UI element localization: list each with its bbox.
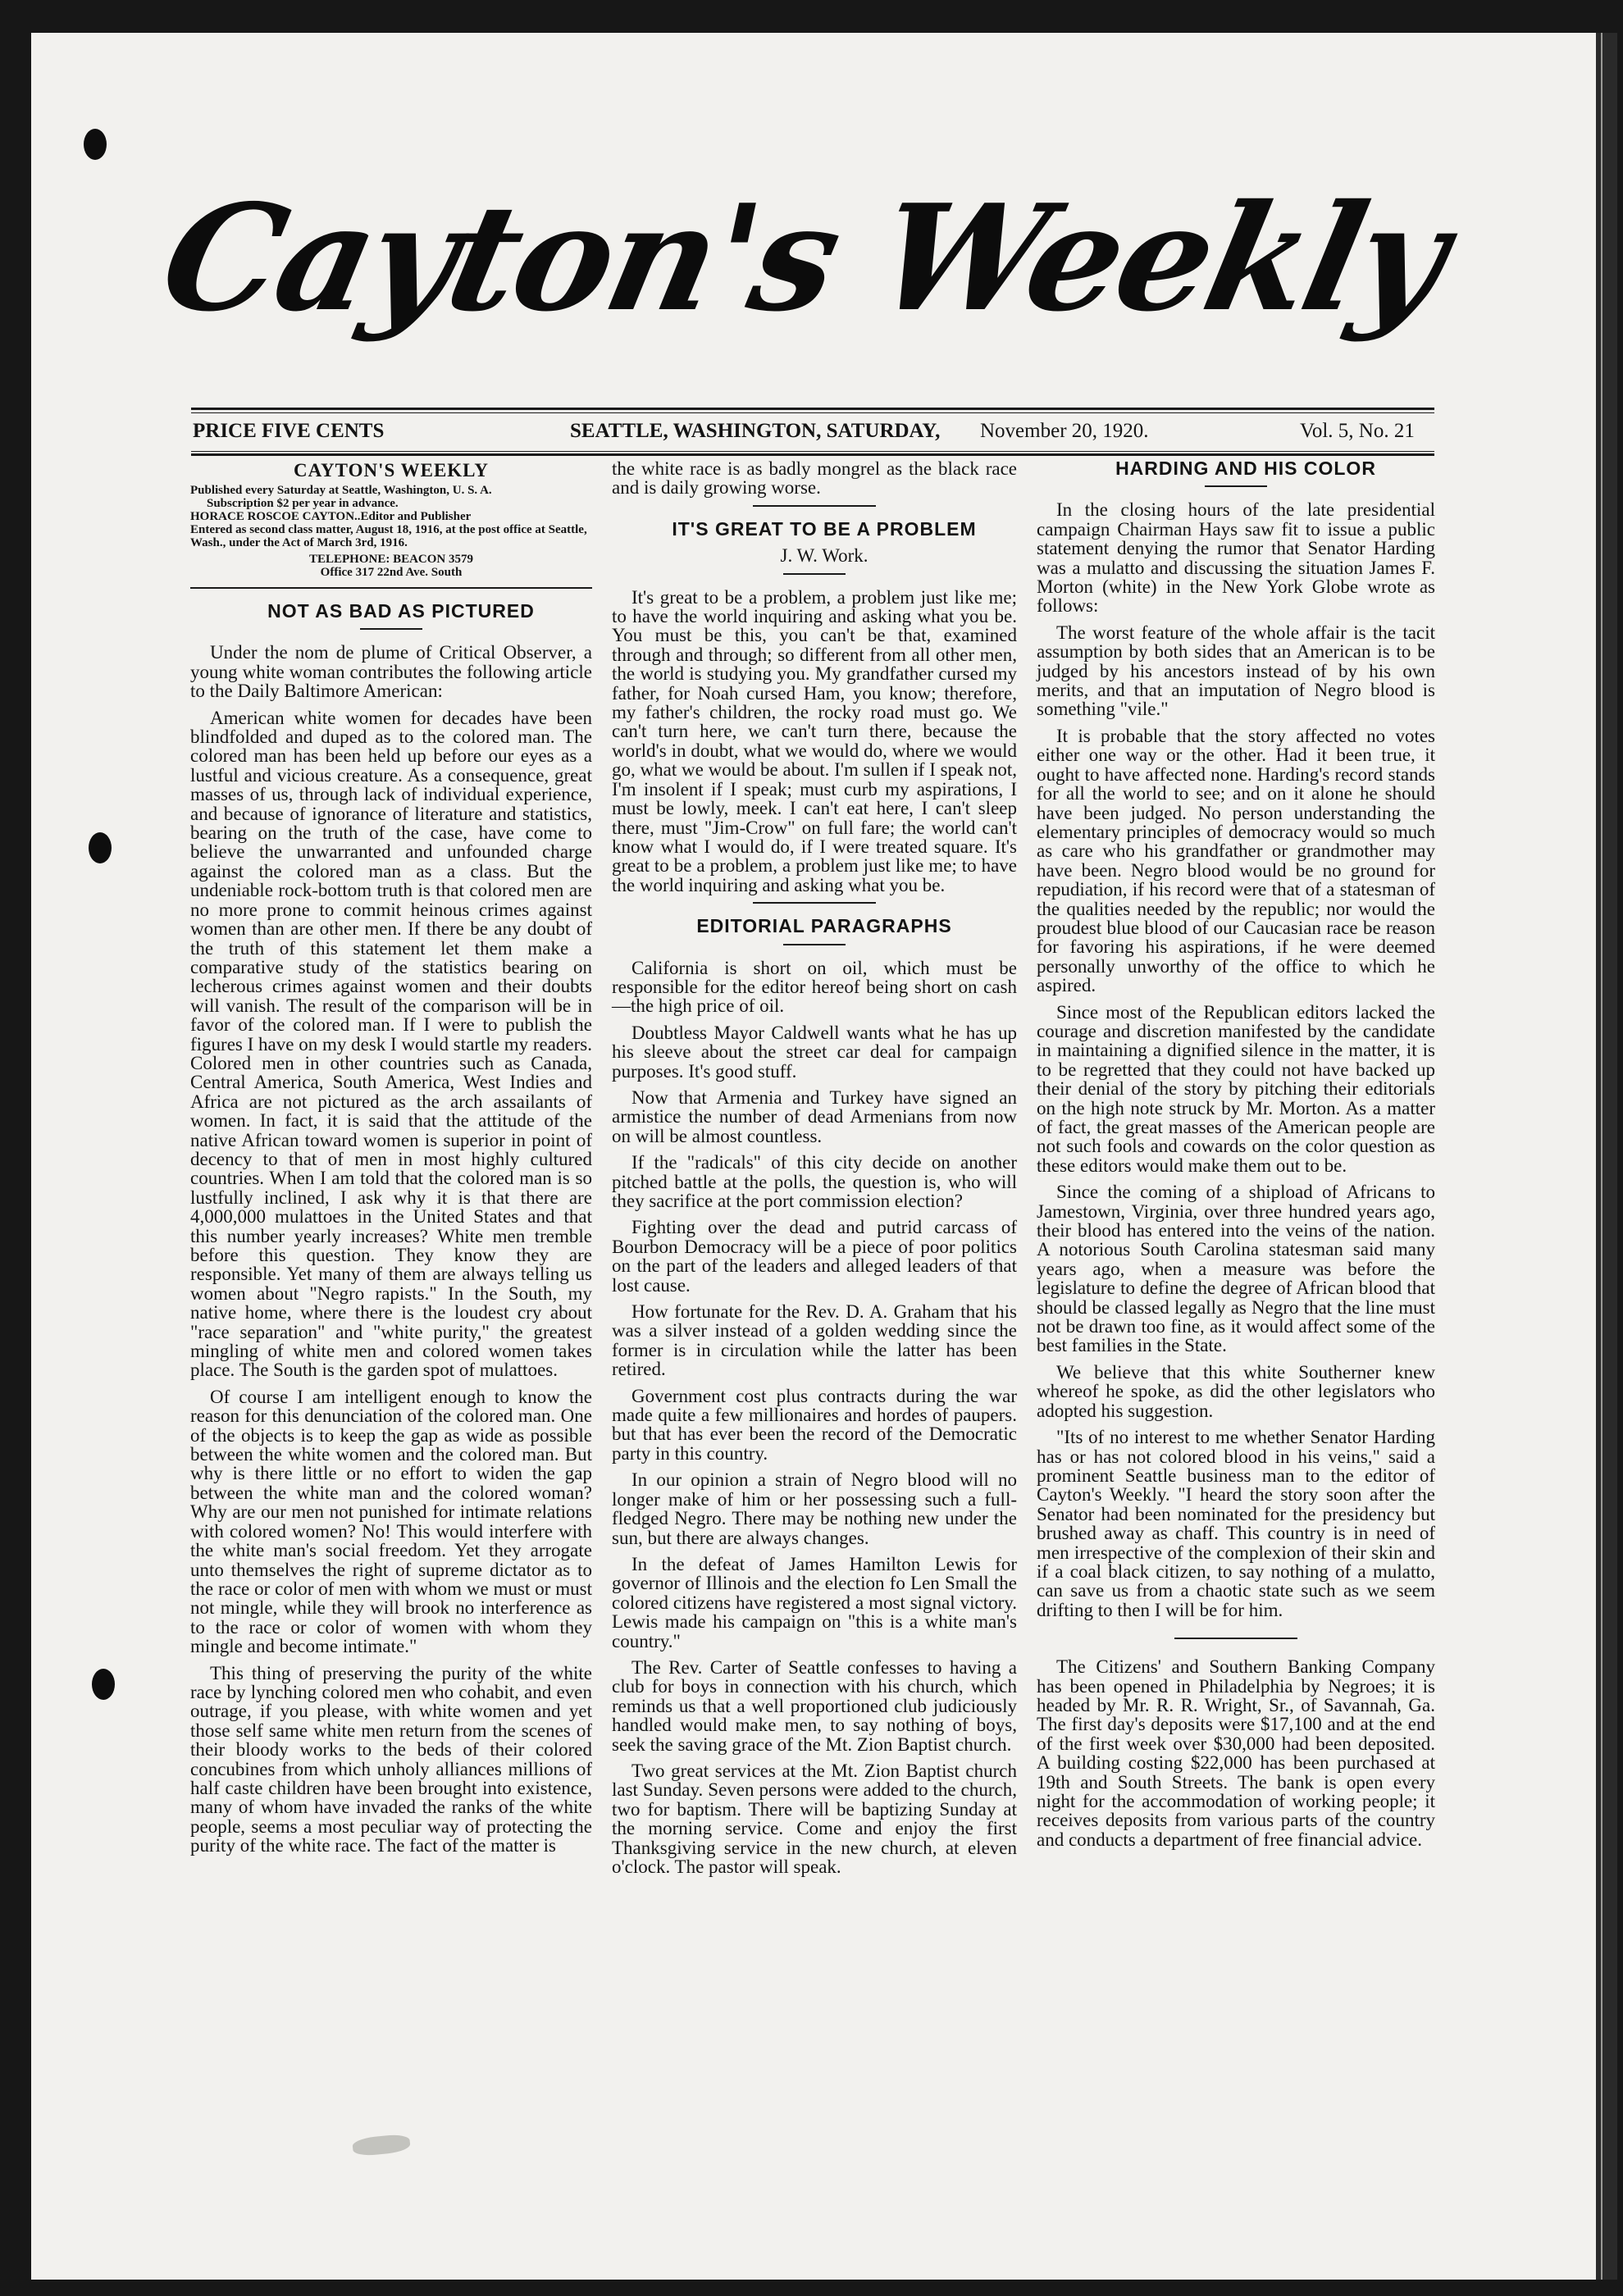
article-byline: J. W. Work.: [780, 545, 868, 567]
article-paragraph: "Its of no interest to me whether Senator Harding has or has not colored blood in his veins," said a prominent Seattle business man to the editor of Cayton's Weekly. "I heard the story soon after the Senator had been nominated for the presidency but brushed away as chaff. This country is in need of men irrespective of the complexion of their skin and if a coal black citizen, to say nothing of a mulatto, can save us from a chaotic state such as we seem drifting to then I will be for him.: [1037, 1427, 1435, 1620]
box-telephone: TELEPHONE: BEACON 3579: [308, 553, 474, 566]
section-rule: [753, 505, 876, 507]
section-rule: [1174, 1638, 1297, 1639]
article-continuation: the white race is as badly mongrel as the black race and is daily growing worse.: [612, 458, 1017, 499]
editorial-paragraph: In the defeat of James Hamilton Lewis for governor of Illinois and the election fo Len Small the colored citizens have registered a most signal victory. Lewis made his campaign on "this is a white man's country.": [612, 1553, 1017, 1651]
article-title-harding: HARDING AND HIS COLOR: [1115, 458, 1376, 479]
editorial-paragraph: California is short on oil, which must be responsible for the editor hereof being short on cash—the high price of oil.: [612, 957, 1017, 1017]
title-rule: [783, 573, 846, 575]
title-rule: [1205, 485, 1267, 487]
price-label: PRICE FIVE CENTS: [193, 420, 385, 442]
box-office: Office 317 22nd Ave. South: [320, 566, 463, 579]
title-rule: [360, 628, 422, 630]
editorial-paragraph: Two great services at the Mt. Zion Baptist church last Sunday. Seven persons were added to the church, two for baptism. There will be baptizing Sunday at the morning service. Come and enjoy the first Thanksgiving service in the new church, at eleven o'clock. The pastor will speak.: [612, 1760, 1017, 1877]
masthead-rule-top: [191, 408, 1434, 410]
box-subscription: Subscription $2 per year in advance.: [207, 497, 399, 510]
article-paragraph: It is probable that the story affected no votes either one way or the other. Had it been true, it ought to have affected none. Harding's record stands for all the world to see; and on it alone he should have been judged. No person understanding the elementary principles of democracy would so much as care who his grandfather or grandmother may have been. Negro blood would be no ground for repudiation, if his record were that of a statesman of the qualities needed by the republic; nor would the proudest blue blood of our Caucasian race be reason for favoring his aspirations, if he were deemed personally unworthy of the office to which he aspired.: [1037, 725, 1435, 996]
article-paragraph: Of course I am intelligent enough to know the reason for this denunciation of the colored man. One of the objects is to keep the gap as wide as possible between the white women and the colored man. But why is there little or no effort to widen the gap between the white man and the colored woman? Why are our men not punished for intimate relations with colored women? No! This would interfere with the white man's social freedom. Yet they arrogate unto themselves the right of supreme dictator as to the race or color of men with whom we must or must not mingle, while they will brook no interference as to the race or color of women with whom they mingle and become intimate.": [190, 1386, 592, 1657]
section-rule: [753, 902, 876, 904]
article-paragraph: Since most of the Republican editors lacked the courage and discretion manifested by the candidate in maintaining a dignified silence in the matter, it is to be regretted that they could not have backed up their denial of the story by pitching their editorials on the high note struck by Mr. Morton. As a matter of fact, the great masses of the American people are not such fools and cowards on the color question as these editors would make them out to be.: [1037, 1001, 1435, 1176]
publication-info-box: [190, 459, 592, 579]
poem-paragraph: It's great to be a problem, a problem just like me; to have the world inquiring and asking what you be. You must be this, you can't be that, examined through and through; so different from all other men, the world is studying you. My grandfather cursed my father, for Noah cursed Ham, you know; therefore, my father's children, the rocky road must go. We can't turn here, we can't turn there, because the world's in doubt, what we would do, where we would go, what we would be about. I'm sullen if I speak not, I'm insolent if I speak; must curb my aspirations, I must be lowly, meek. I can't eat here, I can't sleep there, must "Jim-Crow" on full fare; the world can't know what I would do, if I were treated square. It's great to be a problem, a problem just like me; to have the world inquiring and asking what you be.: [612, 586, 1017, 895]
editorial-paragraph: In our opinion a strain of Negro blood will no longer make of him or her possessing such a full-fledged Negro. There may be nothing new under the sun, but there are always changes.: [612, 1469, 1017, 1548]
editorial-paragraph: How fortunate for the Rev. D. A. Graham that his was a silver instead of a golden wedding since the former is in circulation while the latter has been retired.: [612, 1301, 1017, 1380]
article-paragraph: American white women for decades have been blindfolded and duped as to the colored man. The colored man has been held up before our eyes as a lustful and vicious creature. As a consequence, great masses of us, through lack of individual experience, and because of ignorance of literature and statistics, bearing on the truth of the case, have come to believe the unwarranted and unfounded charge against the colored man as a class. But the undeniable rock-bottom truth is that colored men are no more prone to commit heinous crimes against women than are other men. If there be any doubt of the truth of this statement let them make a comparative study of the statistics bearing on lecherous crimes against women and their doubts will vanish. The result of the comparison will be in favor of the colored man. If I were to publish the figures I have on my desk I would startle my readers. Colored men in other countries such as Canada, Central America, South America, West Indies and Africa are not pictured as the arch assailants of women. In fact, it is said that the attitude of the native African toward women is superior in point of decency to that of men in most highly cultured countries. When I am told that the colored man is so lustfully inclined, I ask why it is that there are 4,000,000 mulattoes in the United States and that this number yearly increases? White men tremble before this question. They know they are responsible. Yet many of them are always telling us women about "Negro rapists." In the South, my native home, where there is the loudest cry about "race separation" and "white purity," the greatest mingling of white men and colored women takes place. The South is the garden spot of mulattoes.: [190, 707, 592, 1381]
article-paragraph: We believe that this white Southerner knew whereof he spoke, as did the other legislators who adopted his suggestion.: [1037, 1361, 1435, 1421]
box-entry-notice: Entered as second class matter, August 18, 1916, at the post office at Seattle, Wash., under the Act of March 3rd, 1916.: [190, 523, 587, 549]
article-paragraph-bank: The Citizens' and Southern Banking Company has been opened in Philadelphia by Negroes; it is headed by Mr. R. R. Wright, Sr., of Savannah, Ga. The first day's deposits were $17,100 and at the end of the first week over $30,000 had been deposited. A building costing $22,000 has been purchased at 19th and South Streets. The bank is open every night for the accommodation of working people; it receives deposits from various parts of the country and conducts a department of free financial advice.: [1037, 1656, 1435, 1850]
dateline-rule-thin: [191, 451, 1434, 452]
editorial-paragraph: The Rev. Carter of Seattle confesses to having a club for boys in connection with his church, which reminds us that a well proportioned club judiciously handled would make men, to say nothing of boys, seek the saving grace of the Mt. Zion Baptist church.: [612, 1656, 1017, 1755]
editorial-paragraph: Doubtless Mayor Caldwell wants what he has up his sleeve about the street car deal for campaign purposes. It's good stuff.: [612, 1022, 1017, 1082]
box-editor: HORACE ROSCOE CAYTON..Editor and Publisher: [190, 510, 472, 523]
editorial-paragraph: Fighting over the dead and putrid carcass of Bourbon Democracy will be a piece of poor politics on the part of the leaders and alleged leaders of that lost cause.: [612, 1217, 1017, 1296]
article-paragraph: Since the coming of a shipload of Africans to Jamestown, Virginia, over three hundred years ago, their blood has entered into the veins of the nation. A notorious South Carolina statesman said many years ago, when a measure was before the legislature to define the degree of African blood that should be classed legally as Negro that the line must not be drawn too fine, as it would affect some of the best families in the State.: [1037, 1182, 1435, 1356]
column-2: [612, 459, 1017, 1884]
editorial-paragraph: Now that Armenia and Turkey have signed an armistice the number of dead Armenians from now on will be almost countless.: [612, 1086, 1017, 1146]
issue-date: November 20, 1920.: [980, 420, 1149, 442]
punch-hole-middle: [89, 832, 112, 863]
volume-number: Vol. 5, No. 21: [1300, 420, 1415, 442]
place-date: SEATTLE, WASHINGTON, SATURDAY,: [570, 420, 941, 442]
article-title-great-problem: IT'S GREAT TO BE A PROBLEM: [672, 517, 977, 540]
masthead-title: Cayton's Weekly: [148, 172, 1460, 344]
masthead-rule-top-thin: [191, 412, 1434, 413]
punch-hole-top: [84, 129, 107, 160]
title-rule: [783, 944, 846, 945]
article-title-editorial: EDITORIAL PARAGRAPHS: [696, 915, 952, 937]
column-1: [190, 459, 592, 1863]
column-rule: [190, 587, 592, 589]
editorial-paragraph: Government cost plus contracts during the war made quite a few millionaires and hordes of paupers. but that has ever been the record of the Democratic party in this country.: [612, 1385, 1017, 1464]
dateline: [191, 418, 1434, 451]
article-paragraph: This thing of preserving the purity of the white race by lynching colored men who cohabit, and even outrage, if you please, with white women and yet those self same white men return from the scenes of their bloody works to the beds of their colored concubines from which unholy alliances millions of half caste children have been brought into existence, many of whom have invaded the ranks of the white people, seems a most peculiar way of protecting the purity of the white race. The fact of the matter is: [190, 1662, 592, 1856]
article-paragraph: Under the nom de plume of Critical Observer, a young white woman contributes the following article to the Daily Baltimore American:: [190, 642, 592, 702]
page-edge-shadow: [1596, 33, 1617, 2280]
page-edge-line: [1601, 33, 1602, 2280]
article-paragraph: The worst feature of the whole affair is the tacit assumption by both sides that an American is to be judged by his ancestors instead of by his own merits, and that an imputation of Negro blood is something "vile.": [1037, 622, 1435, 720]
article-title-not-as-bad: NOT AS BAD AS PICTURED: [267, 600, 535, 622]
column-3: [1037, 459, 1435, 1856]
dateline-rule-bottom: [191, 453, 1434, 456]
article-paragraph: In the closing hours of the late presidential campaign Chairman Hays saw fit to issue a public statement denying the rumor that Senator Harding was a mulatto and discussing the situation James F. Morton (white) in the New York Globe wrote as follows:: [1037, 499, 1435, 617]
editorial-paragraph: If the "radicals" of this city decide on another pitched battle at the polls, the question is, who will they sacrifice at the port commission election?: [612, 1152, 1017, 1211]
punch-hole-bottom: [92, 1669, 115, 1700]
box-published: Published every Saturday at Seattle, Washington, U. S. A.: [190, 484, 492, 497]
box-title: CAYTON'S WEEKLY: [293, 460, 490, 481]
